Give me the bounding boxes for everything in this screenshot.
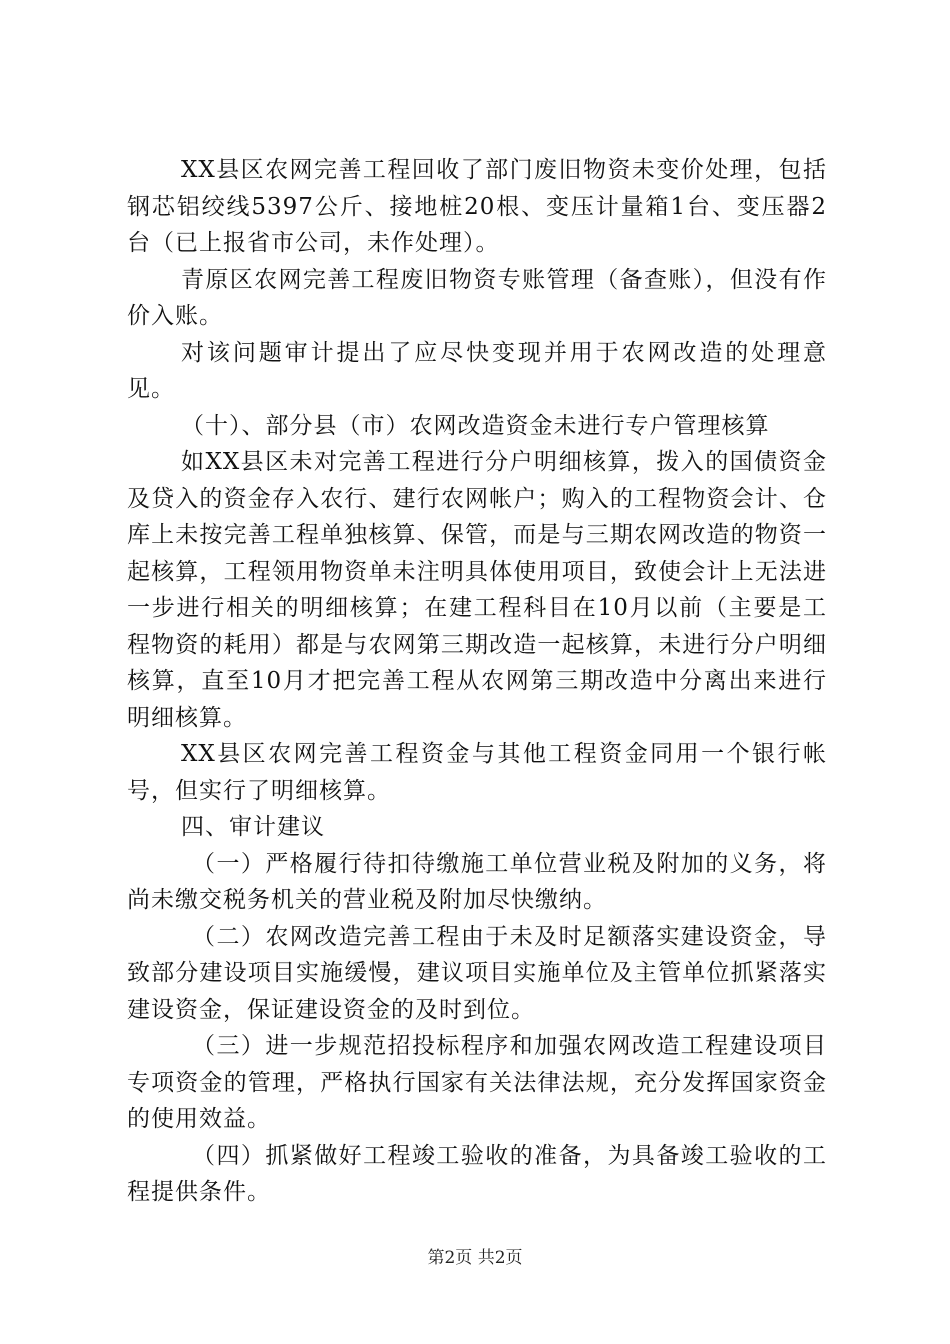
section-heading-audit-suggestions: 四、审计建议 xyxy=(181,814,325,840)
section-heading-10: （十）、部分县（市）农网改造资金未进行专户管理核算 xyxy=(181,412,770,439)
suggestion-4: （四）抓紧做好工程竣工验收的准备，为具备竣工验收的工程提供条件。 xyxy=(127,1142,827,1205)
page-footer: 第2页 共2页 xyxy=(427,1248,523,1268)
suggestion-3: （三）进一步规范招投标程序和加强农网改造工程建设项目专项资金的管理，严格执行国家有关法律法规，充分发挥国家资金的使用效益。 xyxy=(127,1033,827,1132)
paragraph-qingyuan: 青原区农网完善工程废旧物资专账管理（备查账），但没有作价入账。 xyxy=(127,266,827,329)
suggestion-2: （二）农网改造完善工程由于未及时足额落实建设资金，导致部分建设项目实施缓慢，建议项目实施单位及主管单位抓紧落实建设资金，保证建设资金的及时到位。 xyxy=(127,923,827,1023)
paragraph-bank-account: XX县区农网完善工程资金与其他工程资金同用一个银行帐号，但实行了明细核算。 xyxy=(127,741,827,804)
paragraph-account-details: 如XX县区未对完善工程进行分户明细核算，拨入的国债资金及贷入的资金存入农行、建行农网帐户；购入的工程物资会计、仓库上未按完善工程单独核算、保管，而是与三期农网改造的物资一起核算，工程领用物资单未注明具体使用项目，致使会计上无法进一步进行相关的明细核算；在建工程科目在10月以前（主要是工程物资的耗用）都是与农网第三期改造一起核算，未进行分户明细核算，直至10月才把完善工程从农网第三期改造中分离出来进行明细核算。 xyxy=(127,449,827,731)
document-body xyxy=(127,152,827,1211)
paragraph-audit-opinion: 对该问题审计提出了应尽快变现并用于农网改造的处理意见。 xyxy=(127,339,827,402)
suggestion-1: （一）严格履行待扣待缴施工单位营业税及附加的义务，将尚未缴交税务机关的营业税及附加尽快缴纳。 xyxy=(127,850,827,913)
paragraph-waste-materials-xx: XX县区农网完善工程回收了部门废旧物资未变价处理，包括钢芯铝绞线5397公斤、接地桩20根、变压计量箱1台、变压器2台（已上报省市公司，未作处理）。 xyxy=(127,157,827,256)
